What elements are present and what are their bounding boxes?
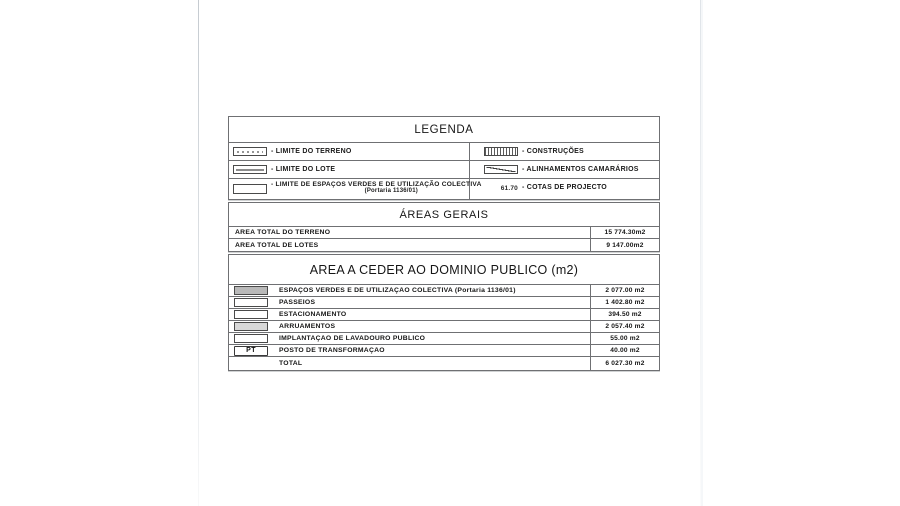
areas-gerais-title: ÁREAS GERAIS: [229, 203, 659, 227]
row-value: 2 077.00 m2: [590, 285, 659, 296]
row-label: ARRUAMENTOS: [279, 323, 336, 330]
legend-item-label: - ALINHAMENTOS CAMARÁRIOS: [522, 165, 639, 173]
scan-artifact-line-left: [198, 0, 199, 506]
diagonal-line-box-icon: [484, 165, 518, 174]
legend-item-label: - COTAS DE PROJECTO: [522, 184, 608, 192]
symbol-cell: [229, 346, 277, 356]
legend-row: [470, 143, 659, 161]
total-value: 6 027.30 m2: [590, 357, 659, 370]
scan-artifact-line-right-soft: [701, 0, 703, 506]
row-label: PASSEIOS: [279, 299, 316, 306]
table-row: [229, 333, 659, 345]
legend-item-label: - CONSTRUÇÕES: [522, 147, 584, 155]
symbol-cell: [229, 322, 277, 331]
dashed-line-box-icon: [233, 147, 267, 156]
legend-row: [229, 179, 482, 199]
empty-box-icon: [234, 310, 268, 319]
row-value: 2 057.40 m2: [590, 321, 659, 332]
solid-line-box-icon: [233, 165, 267, 174]
table-row: [229, 227, 659, 239]
legend-row: [229, 161, 469, 179]
row-value: 55.00 m2: [590, 333, 659, 344]
legend-row: [229, 143, 469, 161]
empty-box-icon: [234, 334, 268, 343]
table-row: [229, 239, 659, 251]
gray-fill-box-icon: [234, 286, 268, 295]
table-row: [229, 285, 659, 297]
symbol-cell: [229, 286, 277, 295]
row-label: ESTACIONAMENTO: [279, 311, 347, 318]
legend-item-text-stack: [271, 181, 482, 194]
legend-column-left: [229, 143, 482, 199]
legend-item-label: - LIMITE DE ESPAÇOS VERDES E DE UTILIZAÇÃO COLECTIVA: [271, 181, 482, 188]
row-label: ÁREA TOTAL DO TERRENO: [235, 229, 331, 236]
row-value: 394.50 m2: [590, 309, 659, 320]
legend-block: [228, 116, 660, 200]
legend-item-label: - LIMITE DO TERRENO: [271, 147, 352, 155]
table-row: [229, 309, 659, 321]
row-value: 1 402.80 m2: [590, 297, 659, 308]
table-row-total: [229, 357, 659, 370]
light-gray-box-icon: [234, 322, 268, 331]
row-value: 40.00 m2: [590, 345, 659, 356]
legend-item-label: - LIMITE DO LOTE: [271, 165, 336, 173]
legend-title: LEGENDA: [229, 117, 659, 143]
row-value: 9 147.00m2: [590, 239, 659, 251]
legend-columns: [229, 143, 659, 199]
legend-item-sublabel: (Portaria 1136/01): [364, 188, 418, 195]
legend-row: [470, 179, 659, 197]
total-label: TOTAL: [279, 360, 303, 367]
vertical-hatch-box-icon: [484, 147, 518, 156]
table-row: [229, 297, 659, 309]
table-row: [229, 345, 659, 357]
row-value: 15 774.30m2: [590, 227, 659, 238]
elevation-value-text: 61.70: [500, 184, 518, 192]
row-label: IMPLANTAÇÃO DE LAVADOURO PUBLICO: [279, 335, 426, 342]
row-label: ESPAÇOS VERDES E DE UTILIZAÇÃO COLECTIVA (Portaria 1136/01): [279, 287, 516, 294]
empty-box-icon: [233, 184, 267, 194]
symbol-cell: [229, 298, 277, 307]
area-ceder-block: [228, 254, 660, 371]
symbol-cell: [229, 334, 277, 343]
scan-artifact-line-right: [700, 0, 701, 506]
legend-column-right: [470, 143, 659, 199]
pt-box-icon: [234, 346, 268, 356]
areas-gerais-block: [228, 202, 660, 252]
row-label: ÁREA TOTAL DE LOTES: [235, 241, 319, 249]
area-ceder-title: AREA A CEDER AO DOMINIO PUBLICO (m2): [229, 255, 659, 285]
empty-box-icon: [234, 298, 268, 307]
table-row: [229, 321, 659, 333]
legend-sheet: [228, 116, 660, 373]
row-label: POSTO DE TRANSFORMAÇÃO: [279, 347, 385, 354]
pt-code-label: PT: [246, 347, 256, 354]
symbol-cell: [229, 310, 277, 319]
legend-row: [470, 161, 659, 179]
